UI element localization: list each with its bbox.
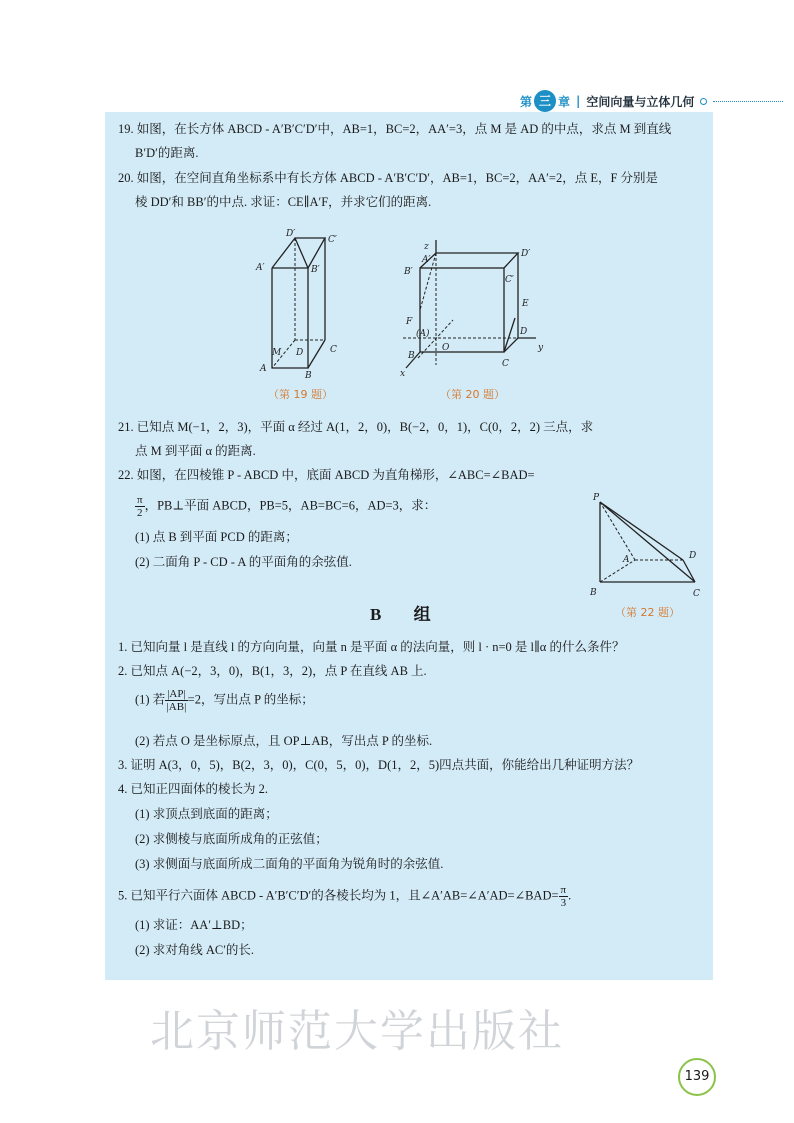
header-separator: | — [576, 94, 581, 108]
header-dotted-rule — [713, 101, 783, 102]
problem-19-line2: B′D′的距离. — [135, 146, 199, 160]
svg-text:B: B — [408, 351, 415, 361]
svg-text:B: B — [590, 588, 597, 598]
problem-21-line2: 点 M 到平面 α 的距离. — [135, 444, 256, 458]
figure-19-cuboid — [250, 228, 360, 378]
svg-text:A: A — [623, 555, 630, 565]
svg-text:D: D — [296, 348, 304, 358]
fraction-pi-over-3: $\frac{\pi}{3}$ — [560, 884, 567, 909]
problem-22-part2: (2) 二面角 P - CD - A 的平面角的余弦值. — [135, 555, 352, 569]
svg-text:O: O — [442, 343, 450, 353]
page-number: 139 — [678, 1058, 716, 1096]
svg-text:z: z — [424, 242, 429, 252]
b-problem-5-part2: (2) 求对角线 AC′的长. — [135, 943, 255, 957]
svg-text:C′: C′ — [328, 235, 337, 245]
b-problem-4-line1: 4. 已知正四面体的棱长为 2. — [118, 782, 269, 796]
svg-text:M: M — [272, 348, 282, 358]
svg-text:B′: B′ — [311, 265, 320, 275]
figure-19-caption: （第 19 题） — [268, 388, 333, 401]
chapter-suffix: 章 — [558, 94, 571, 109]
fraction-ap-over-ab: $\frac{|AP|}{|AB|}$ — [166, 688, 187, 713]
figure-22-caption: （第 22 题） — [615, 606, 680, 619]
svg-text:A′: A′ — [422, 255, 431, 265]
chapter-header — [520, 90, 783, 112]
svg-text:C: C — [502, 359, 509, 369]
svg-text:C: C — [693, 589, 700, 599]
svg-text:P: P — [593, 493, 600, 503]
b-problem-2-part2: (2) 若点 O 是坐标原点，且 OP⊥AB，写出点 P 的坐标. — [135, 734, 433, 748]
chapter-title: 空间向量与立体几何 — [586, 94, 695, 109]
problem-21-line1: 21. 已知点 M(−1，2，3)，平面 α 经过 A(1，2，0)，B(−2，0，1)，C(0，2，2) 三点，求 — [118, 420, 594, 434]
b-problem-3: 3. 证明 A(3，0，5)，B(2，3，0)，C(0，5，0)，D(1，2，5)四点共面，你能给出几种证明方法？ — [118, 758, 640, 772]
problem-22-part1: (1) 点 B 到平面 PCD 的距离； — [135, 530, 298, 544]
chapter-prefix: 第 — [520, 94, 533, 109]
problem-19-line1: 19. 如图，在长方体 ABCD - A′B′C′D′中，AB=1，BC=2，AA′=3，点 M 是 AD 的中点，求点 M 到直线 — [118, 122, 672, 136]
svg-text:D′: D′ — [286, 229, 296, 239]
svg-text:y: y — [538, 343, 544, 353]
b-problem-5-line1: 5. 已知平行六面体 ABCD - A′B′C′D′的各棱长均为 1，且∠A′AB=∠A′AD=∠BAD= $\frac{\pi}{3}$ . — [118, 884, 572, 909]
b-problem-4-part1: (1) 求顶点到底面的距离； — [135, 807, 278, 821]
b-problem-2-line1: 2. 已知点 A(−2，3，0)，B(1，3，2)，点 P 在直线 AB 上. — [118, 664, 427, 678]
chapter-number-badge: 三 — [534, 90, 556, 112]
b-problem-4-part2: (2) 求侧棱与底面所成角的正弦值； — [135, 832, 328, 846]
svg-text:D′: D′ — [521, 249, 531, 259]
publisher-watermark: 北京师范大学出版社 — [150, 1006, 564, 1057]
svg-text:C: C — [330, 345, 337, 355]
b-problem-4-part3: (3) 求侧面与底面所成二面角的平面角为锐角时的余弦值. — [135, 857, 444, 871]
svg-text:D: D — [520, 327, 528, 337]
svg-text:A′: A′ — [256, 263, 265, 273]
svg-text:B: B — [305, 371, 312, 378]
problem-20-line1: 20. 如图，在空间直角坐标系中有长方体 ABCD - A′B′C′D′，AB=1，BC=2，AA′=2，点 E，F 分别是 — [118, 171, 659, 185]
figure-20-caption: （第 20 题） — [440, 388, 505, 401]
section-b-title: B 组 — [370, 605, 445, 624]
svg-text:x: x — [400, 369, 406, 379]
problem-22-line1: 22. 如图，在四棱锥 P - ABCD 中，底面 ABCD 为直角梯形，∠ABC=∠BAD= — [118, 468, 535, 482]
svg-text:D: D — [689, 551, 697, 561]
svg-text:A: A — [260, 364, 267, 374]
figure-20-cuboid — [398, 240, 548, 380]
svg-text:(A): (A) — [416, 329, 430, 339]
b-problem-1: 1. 已知向量 l 是直线 l 的方向向量，向量 n 是平面 α 的法向量，则 l · n=0 是 l∥α 的什么条件？ — [118, 640, 625, 654]
svg-text:B′: B′ — [404, 267, 413, 277]
svg-text:F: F — [406, 317, 413, 327]
header-dot-icon — [700, 98, 707, 105]
problem-22-line2: $\frac{\pi}{2}$ ，PB⊥平面 ABCD，PB=5，AB=BC=6，AD=3，求： — [137, 494, 437, 519]
b-problem-5-part1: (1) 求证：AA′⊥BD； — [135, 918, 253, 932]
problem-20-line2: 棱 DD′和 BB′的中点. 求证：CE∥A′F，并求它们的距离. — [135, 195, 432, 209]
svg-text:E: E — [522, 299, 529, 309]
svg-text:C′: C′ — [505, 275, 514, 285]
b-problem-2-part1: (1) 若 $\frac{|AP|}{|AB|}$ =2，写出点 P 的坐标； — [135, 688, 314, 713]
figure-22-pyramid — [585, 490, 705, 600]
fraction-pi-over-2: $\frac{\pi}{2}$ — [137, 494, 143, 519]
